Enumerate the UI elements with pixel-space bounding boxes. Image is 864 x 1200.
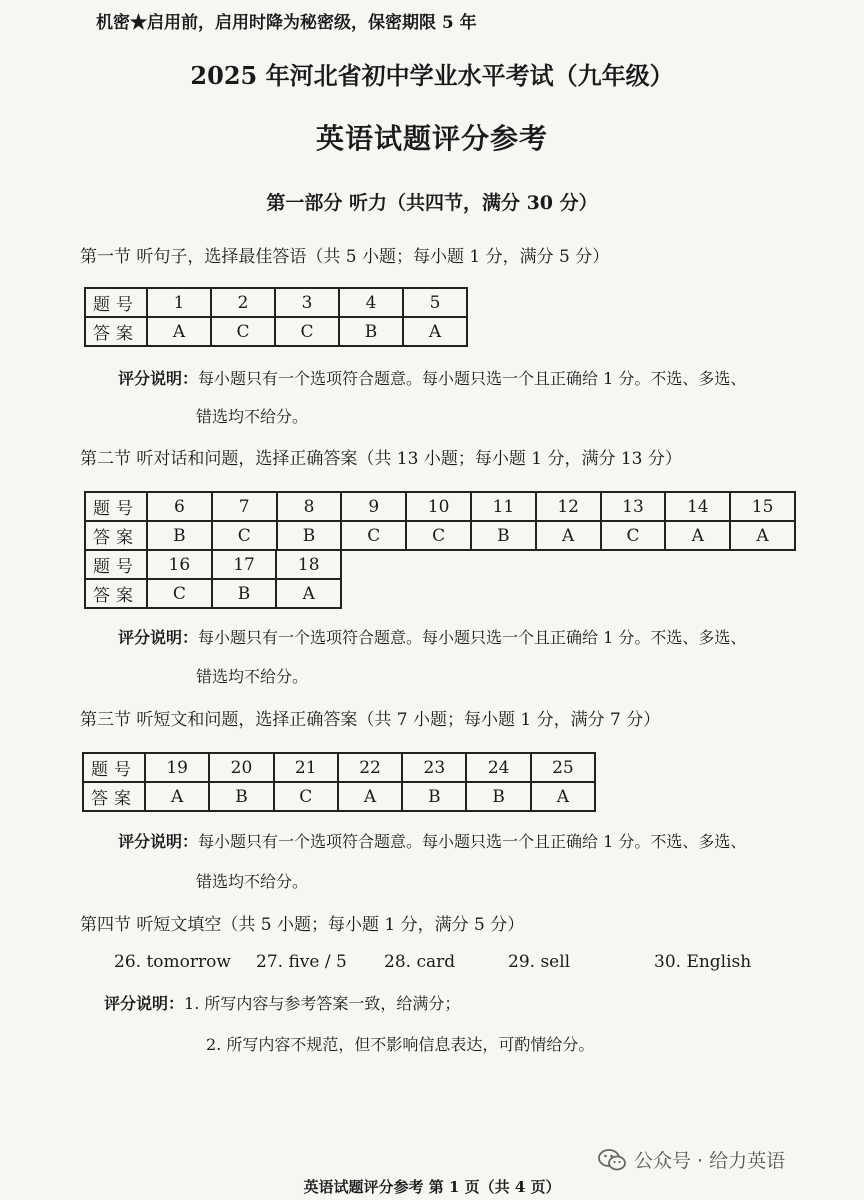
answer-cell: A — [145, 782, 209, 811]
answer-header: 答案 — [85, 521, 147, 550]
answer-header: 答案 — [85, 317, 147, 346]
question-number: 20 — [209, 753, 273, 782]
question-number: 9 — [341, 492, 406, 521]
answer-cell: A — [403, 317, 467, 346]
question-number: 14 — [665, 492, 730, 521]
document-title: 英语试题评分参考 — [315, 122, 548, 155]
fill-answer: 30. English — [654, 952, 752, 972]
number-header: 题号 — [85, 550, 147, 579]
scoring-note-2-cont: 错选均不给分。 — [196, 667, 309, 686]
scoring-note-4-item-2: 2. 所写内容不规范，但不影响信息表达，可酌情给分。 — [206, 1035, 595, 1054]
question-number: 24 — [466, 753, 530, 782]
note-text: 每小题只有一个选项符合题意。每小题只选一个且正确给 1 分。不选、多选、 — [198, 832, 747, 851]
answer-cell: B — [212, 579, 277, 608]
answer-cell: A — [730, 521, 795, 550]
section-4-title: 第四节 听短文填空（共 5 小题；每小题 1 分，满分 5 分） — [80, 915, 525, 935]
section-2-answer-table — [84, 491, 796, 551]
question-number: 18 — [276, 550, 341, 579]
section-2-title: 第二节 听对话和问题，选择正确答案（共 13 小题；每小题 1 分，满分 13 分） — [80, 449, 682, 469]
question-number: 16 — [147, 550, 212, 579]
note-label: 评分说明： — [104, 994, 185, 1013]
question-number: 25 — [531, 753, 595, 782]
answer-cell: B — [471, 521, 536, 550]
answer-cell: A — [531, 782, 595, 811]
answer-cell: C — [341, 521, 406, 550]
note-label: 评分说明： — [118, 628, 199, 647]
question-number: 1 — [147, 288, 211, 317]
question-number: 6 — [147, 492, 212, 521]
note-text: 每小题只有一个选项符合题意。每小题只选一个且正确给 1 分。不选、多选、 — [198, 628, 747, 647]
question-number: 8 — [277, 492, 342, 521]
question-number: 21 — [274, 753, 338, 782]
page-footer: 英语试题评分参考 第 1 页（共 4 页） — [303, 1178, 561, 1196]
watermark — [598, 1146, 785, 1173]
question-number: 11 — [471, 492, 536, 521]
question-number: 5 — [403, 288, 467, 317]
answer-cell: C — [406, 521, 471, 550]
question-number: 12 — [536, 492, 601, 521]
fill-answer: 27. five / 5 — [256, 952, 347, 972]
answer-cell: A — [665, 521, 730, 550]
section-3-title: 第三节 听短文和问题，选择正确答案（共 7 小题；每小题 1 分，满分 7 分） — [80, 710, 661, 730]
note-text: 每小题只有一个选项符合题意。每小题只选一个且正确给 1 分。不选、多选、 — [198, 369, 747, 388]
answer-cell: C — [211, 317, 275, 346]
scoring-note-3-cont: 错选均不给分。 — [196, 872, 309, 891]
question-number: 4 — [339, 288, 403, 317]
fill-answer: 29. sell — [508, 952, 571, 972]
fill-answer: 26. tomorrow — [114, 952, 231, 972]
answer-cell: C — [275, 317, 339, 346]
question-number: 2 — [211, 288, 275, 317]
number-header: 题号 — [83, 753, 145, 782]
answer-cell: B — [277, 521, 342, 550]
answer-cell: B — [466, 782, 530, 811]
scoring-note-1-cont: 错选均不给分。 — [196, 407, 309, 426]
answer-cell: C — [274, 782, 338, 811]
number-row — [85, 550, 341, 579]
note-label: 评分说明： — [118, 369, 199, 388]
answer-cell: C — [601, 521, 666, 550]
number-header: 题号 — [85, 288, 147, 317]
watermark-text: 公众号 · 给力英语 — [634, 1150, 786, 1172]
section-1-title: 第一节 听句子，选择最佳答语（共 5 小题；每小题 1 分，满分 5 分） — [80, 247, 610, 267]
answer-cell: B — [147, 521, 212, 550]
question-number: 7 — [212, 492, 277, 521]
number-header: 题号 — [85, 492, 147, 521]
section-3-answer-table — [82, 752, 596, 812]
question-number: 19 — [145, 753, 209, 782]
number-row — [85, 492, 795, 521]
answer-cell: A — [536, 521, 601, 550]
answer-cell: B — [339, 317, 403, 346]
scoring-note-3 — [118, 829, 746, 852]
confidentiality-notice: 机密★启用前，启用时降为秘密级，保密期限 5 年 — [96, 13, 477, 33]
section-1-answer-table — [84, 287, 468, 347]
fill-answer: 28. card — [384, 952, 456, 972]
part-one-title: 第一部分 听力（共四节，满分 30 分） — [266, 192, 598, 214]
answer-header: 答案 — [83, 782, 145, 811]
answer-row — [85, 579, 341, 608]
answer-cell: C — [147, 579, 212, 608]
answer-cell: A — [147, 317, 211, 346]
number-row — [85, 288, 467, 317]
answer-cell: B — [209, 782, 273, 811]
question-number: 13 — [601, 492, 666, 521]
scoring-note-2 — [118, 625, 746, 648]
answer-row — [83, 782, 595, 811]
note-text: 1. 所写内容与参考答案一致，给满分； — [184, 994, 461, 1013]
answer-cell: A — [338, 782, 402, 811]
scoring-note-4 — [104, 991, 460, 1014]
answer-header: 答案 — [85, 579, 147, 608]
answer-row — [85, 521, 795, 550]
question-number: 22 — [338, 753, 402, 782]
answer-cell: A — [276, 579, 341, 608]
answer-cell: C — [212, 521, 277, 550]
number-row — [83, 753, 595, 782]
question-number: 3 — [275, 288, 339, 317]
question-number: 10 — [406, 492, 471, 521]
scoring-note-1 — [118, 366, 746, 389]
section-2-answer-table-continued — [84, 549, 342, 609]
question-number: 15 — [730, 492, 795, 521]
wechat-icon — [598, 1148, 626, 1172]
question-number: 17 — [212, 550, 277, 579]
answer-cell: B — [402, 782, 466, 811]
answer-row — [85, 317, 467, 346]
note-label: 评分说明： — [118, 832, 199, 851]
question-number: 23 — [402, 753, 466, 782]
exam-title: 2025 年河北省初中学业水平考试（九年级） — [190, 61, 674, 90]
